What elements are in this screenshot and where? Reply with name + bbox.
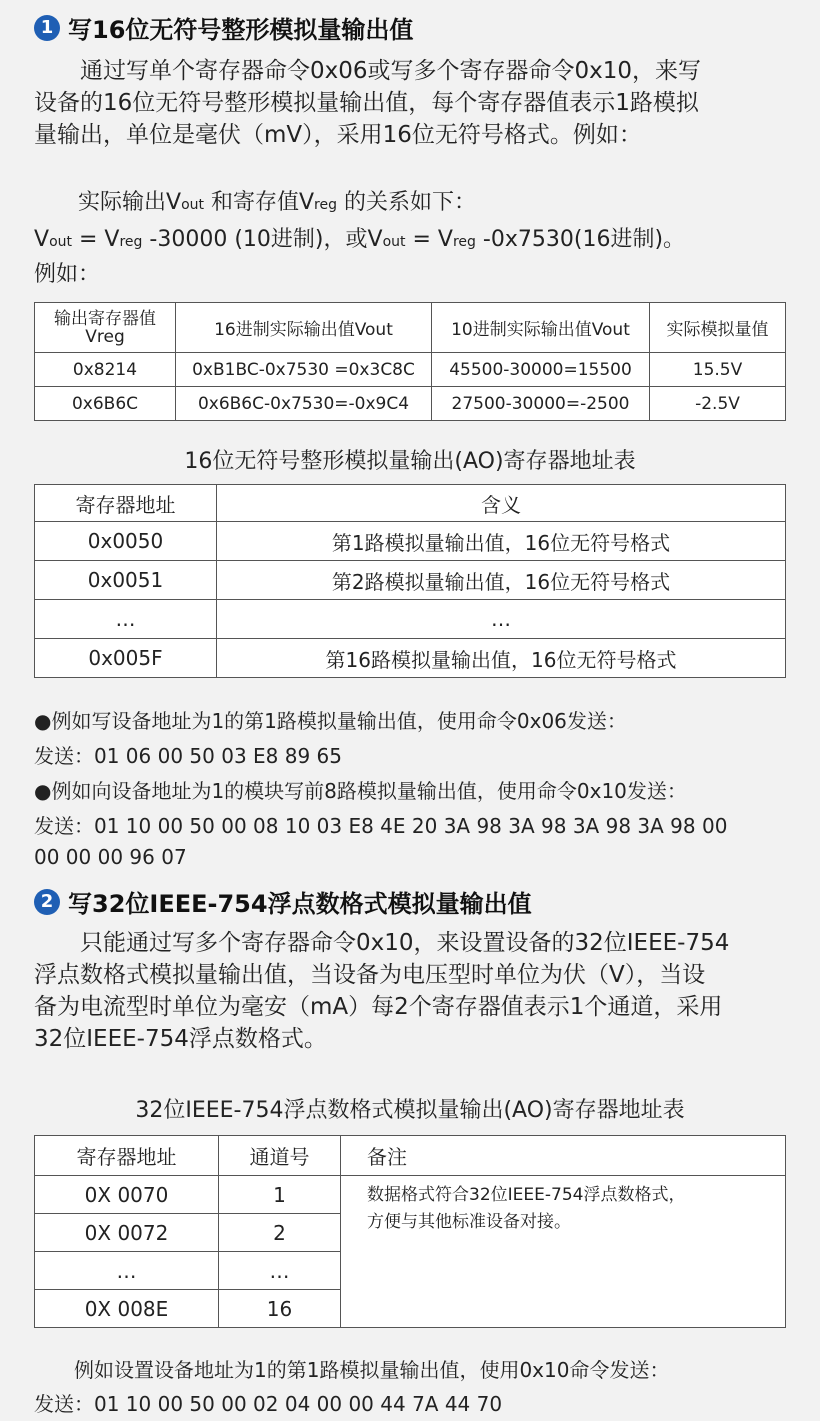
conversion-example-table: [34, 302, 786, 421]
send-frame-1: 发送：01 06 00 50 03 E8 89 65: [34, 744, 343, 768]
remark-cell: 数据格式符合32位IEEE-754浮点数格式， 方便与其他标准设备对接。: [341, 1176, 786, 1328]
table-row: … …: [35, 1252, 786, 1290]
table-header-row: 寄存器地址 含义: [35, 485, 786, 522]
send-frame-3: 发送：01 10 00 50 00 02 04 00 00 44 7A 44 70: [34, 1392, 503, 1416]
float-ao-table-caption: 32位IEEE-754浮点数格式模拟量输出(AO)寄存器地址表: [135, 1098, 685, 1123]
relation-text: 实际输出Vout 和寄存值Vreg 的关系如下：: [34, 190, 476, 215]
col-header-hex: 16进制实际输出值Vout: [176, 303, 432, 353]
section1-paragraph: 通过写单个寄存器命令0x06或写多个寄存器命令0x10，来写 设备的16位无符号整形模拟量输出值，每个寄存器值表示1路模拟 量输出，单位是毫伏（mV），采用16位无符号格式。例如：: [34, 58, 702, 148]
table-row: 0x6B6C 0x6B6C-0x7530=-0x9C4 27500-30000=-2500 -2.5V: [35, 387, 786, 421]
ao-address-table: [34, 484, 786, 678]
table-row: 0x0051 第2路模拟量输出值，16位无符号格式: [35, 561, 786, 600]
float-ao-address-table: [34, 1135, 786, 1328]
example-text-2: ●例如向设备地址为1的模块写前8路模拟量输出值，使用命令0x10发送：: [34, 779, 687, 803]
send-frame-2-cont: 00 00 00 96 07: [34, 845, 187, 869]
ao-table-caption: 16位无符号整形模拟量输出(AO)寄存器地址表: [184, 449, 636, 474]
col-header-dec: 10进制实际输出值Vout: [432, 303, 650, 353]
table-row: … …: [35, 600, 786, 639]
send-frame-2: 发送：01 10 00 50 00 08 10 03 E8 4E 20 3A 98 3A 98 3A 98 3A 98 00: [34, 814, 728, 838]
section2-paragraph: 只能通过写多个寄存器命令0x10，来设置设备的32位IEEE-754 浮点数格式模拟量输出值，当设备为电压型时单位为伏（V），当设 备为电流型时单位为毫安（mA）每2个寄存器值表示1个通道，采用 32位IEEE-754浮点数格式。: [34, 930, 730, 1052]
example-text-1: ●例如写设备地址为1的第1路模拟量输出值，使用命令0x06发送：: [34, 709, 627, 733]
table-row: 0x0050 第1路模拟量输出值，16位无符号格式: [35, 522, 786, 561]
col-header-register: 输出寄存器值 Vreg: [35, 303, 176, 353]
table-row: 0X 0070 1 数据格式符合32位IEEE-754浮点数格式， 方便与其他标准设备对接。: [35, 1176, 786, 1214]
example-label: 例如：: [34, 262, 101, 287]
formula-text: Vout = Vreg -30000 (10进制)，或Vout = Vreg -0x7530(16进制)。: [34, 227, 686, 252]
table-row: 0X 008E 16: [35, 1290, 786, 1328]
table-header-row: 寄存器地址 通道号 备注: [35, 1136, 786, 1176]
number-one-badge: 1: [34, 15, 60, 41]
number-two-badge: 2: [34, 889, 60, 915]
table-row: 0X 0072 2: [35, 1214, 786, 1252]
table-row: 0x005F 第16路模拟量输出值，16位无符号格式: [35, 639, 786, 678]
section1-title: 写16位无符号整形模拟量输出值: [68, 16, 414, 44]
table-header-row: [35, 303, 786, 353]
example-text-3: 例如设置设备地址为1的第1路模拟量输出值，使用0x10命令发送：: [34, 1358, 670, 1382]
table-row: 0x8214 0xB1BC-0x7530 =0x3C8C 45500-30000=15500 15.5V: [35, 353, 786, 387]
section1-heading: [34, 10, 413, 45]
section2-heading: [34, 884, 532, 919]
col-header-analog: 实际模拟量值: [650, 303, 786, 353]
section2-title: 写32位IEEE-754浮点数格式模拟量输出值: [68, 890, 532, 918]
